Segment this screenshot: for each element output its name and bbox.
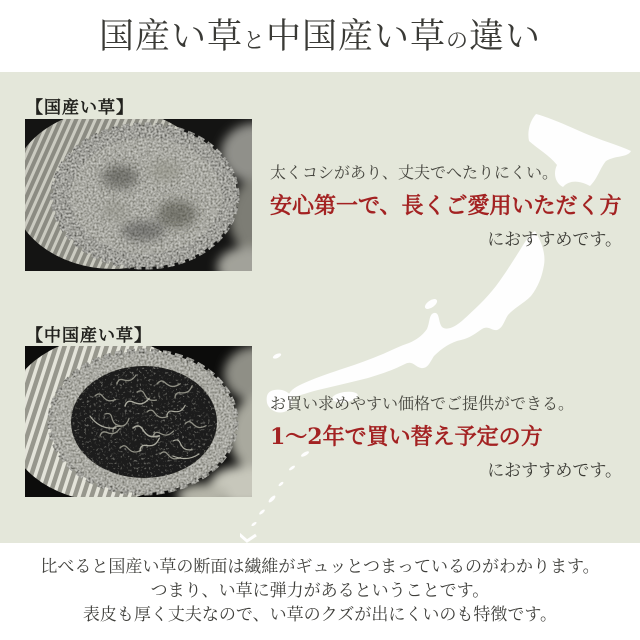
section-label-domestic: 【国産い草】: [26, 98, 134, 118]
map-honshu: [289, 231, 545, 398]
header: [0, 0, 640, 72]
title-seg-chinese: 中国産い草: [265, 17, 446, 57]
chinese-recommend-line: におすすめです。: [487, 461, 622, 481]
map-sado-island: [423, 297, 438, 311]
title-seg-no: の: [446, 29, 470, 54]
chinese-highlight-line: 1〜2年で買い替え予定の方: [270, 424, 543, 450]
summary-footer: [0, 543, 640, 640]
chinese-feature-line: お買い求めやすい価格でご提供ができる。: [270, 394, 575, 413]
map-ryukyu-6: [251, 521, 257, 527]
page-title: [0, 0, 640, 72]
domestic-feature-line: 太くコシがあり、丈夫でへたりにくい。: [270, 163, 559, 182]
map-okinawa-tip: [240, 534, 256, 541]
summary-line-3: 表皮も厚く丈夫なので、い草のクズが出にくいのも特徴です。: [82, 605, 558, 625]
domestic-igusa-micrograph: [25, 119, 252, 271]
summary-line-2: つまり、い草に弾力があるということです。: [150, 581, 490, 601]
chinese-igusa-micrograph: [25, 346, 252, 497]
title-seg-domestic: 国産い草: [98, 17, 243, 57]
title-seg-and: と: [242, 29, 266, 54]
summary-line-1: 比べると国産い草の断面は繊維がギュッとつまっているのがわかります。: [40, 557, 600, 577]
title-seg-difference: 違い: [469, 17, 542, 57]
domestic-description: [270, 160, 622, 250]
section-label-chinese: 【中国産い草】: [26, 326, 152, 346]
map-oki-island: [272, 352, 282, 359]
map-ryukyu-5: [258, 509, 265, 516]
map-ryukyu-3: [278, 481, 284, 487]
micrograph2-hollow-core: [71, 366, 217, 478]
domestic-recommend-line: におすすめです。: [487, 230, 622, 250]
chinese-description: [270, 391, 622, 481]
map-ryukyu-4: [268, 495, 277, 504]
domestic-highlight-line: 安心第一で、長くご愛用いただく方: [270, 193, 622, 219]
